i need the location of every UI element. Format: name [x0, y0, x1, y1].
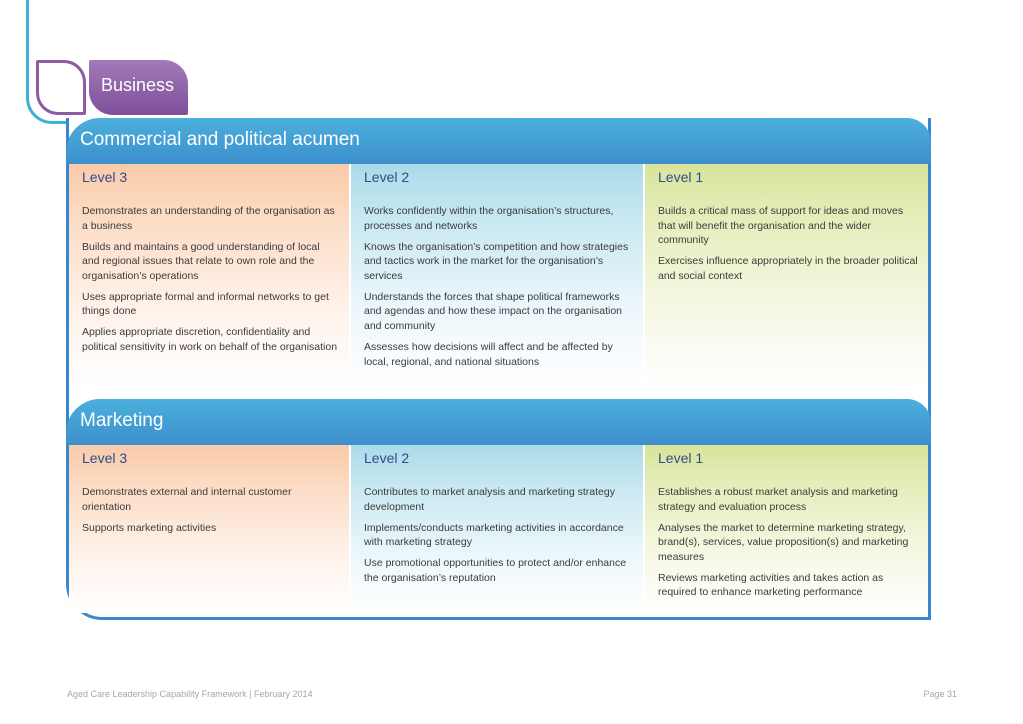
- capability-item: Builds and maintains a good understanding of local and regional issues that relate to own role and the organisation’s operations: [82, 240, 320, 282]
- category-tab: Business: [89, 60, 188, 115]
- capability-item: Works confidently within the organisation’s structures, processes and networks: [364, 205, 614, 232]
- capability-item: Applies appropriate discretion, confidentiality and political sensitivity in work on behalf of the organisation: [82, 326, 338, 353]
- column-heading: Level 2: [364, 169, 410, 185]
- capability-item: Understands the forces that shape political frameworks and agendas and how these impact on the organisation and community: [364, 290, 623, 332]
- capability-item: Builds a critical mass of support for ideas and moves that will benefit the organisation and the wider community: [658, 205, 904, 247]
- capability-item: Analyses the market to determine marketing strategy, brand(s), services, value proposition(s) and marketing measures: [658, 521, 909, 563]
- column-heading: Level 3: [82, 169, 128, 185]
- capability-item: Assesses how decisions will affect and be affected by local, regional, and national situations: [364, 340, 613, 368]
- column-heading: Level 1: [658, 450, 704, 466]
- column-heading: Level 1: [658, 169, 704, 185]
- capability-item: Exercises influence appropriately in the broader political and social context: [658, 255, 918, 282]
- column-level-1: [645, 164, 928, 386]
- capability-item: Contributes to market analysis and marketing strategy development: [364, 486, 615, 513]
- column-level-3: [69, 445, 349, 613]
- footer-page-number: Page 31: [923, 689, 957, 699]
- column-level-3: [69, 164, 349, 386]
- capability-item: Use promotional opportunities to protect and/or enhance the organisation’s reputation: [364, 557, 627, 584]
- column-heading: Level 2: [364, 450, 410, 466]
- capability-item: Uses appropriate formal and informal networks to get things done: [82, 290, 329, 318]
- column-heading: Level 3: [82, 450, 128, 466]
- capability-item: Demonstrates external and internal customer orientation: [82, 486, 292, 513]
- capability-item: Reviews marketing activities and takes action as required to enhance marketing performance: [658, 571, 884, 599]
- column-level-2: [351, 445, 643, 613]
- capability-item: Implements/conducts marketing activities in accordance with marketing strategy: [364, 521, 624, 549]
- capability-item: Knows the organisation’s competition and how strategies and tactics work in the market for the organisation’s services: [364, 240, 629, 282]
- column-level-2: [351, 164, 643, 386]
- section-title-commercial: Commercial and political acumen: [66, 118, 931, 164]
- capability-item: Demonstrates an understanding of the organisation as a business: [82, 205, 335, 232]
- capability-item: Establishes a robust market analysis and marketing strategy and evaluation process: [658, 486, 898, 513]
- footer-document-title: Aged Care Leadership Capability Framework | February 2014: [67, 689, 313, 699]
- section-title-marketing: Marketing: [66, 399, 931, 445]
- capability-item: Supports marketing activities: [82, 521, 217, 534]
- leaf-logo-icon: [36, 60, 86, 115]
- column-level-1: [645, 445, 928, 613]
